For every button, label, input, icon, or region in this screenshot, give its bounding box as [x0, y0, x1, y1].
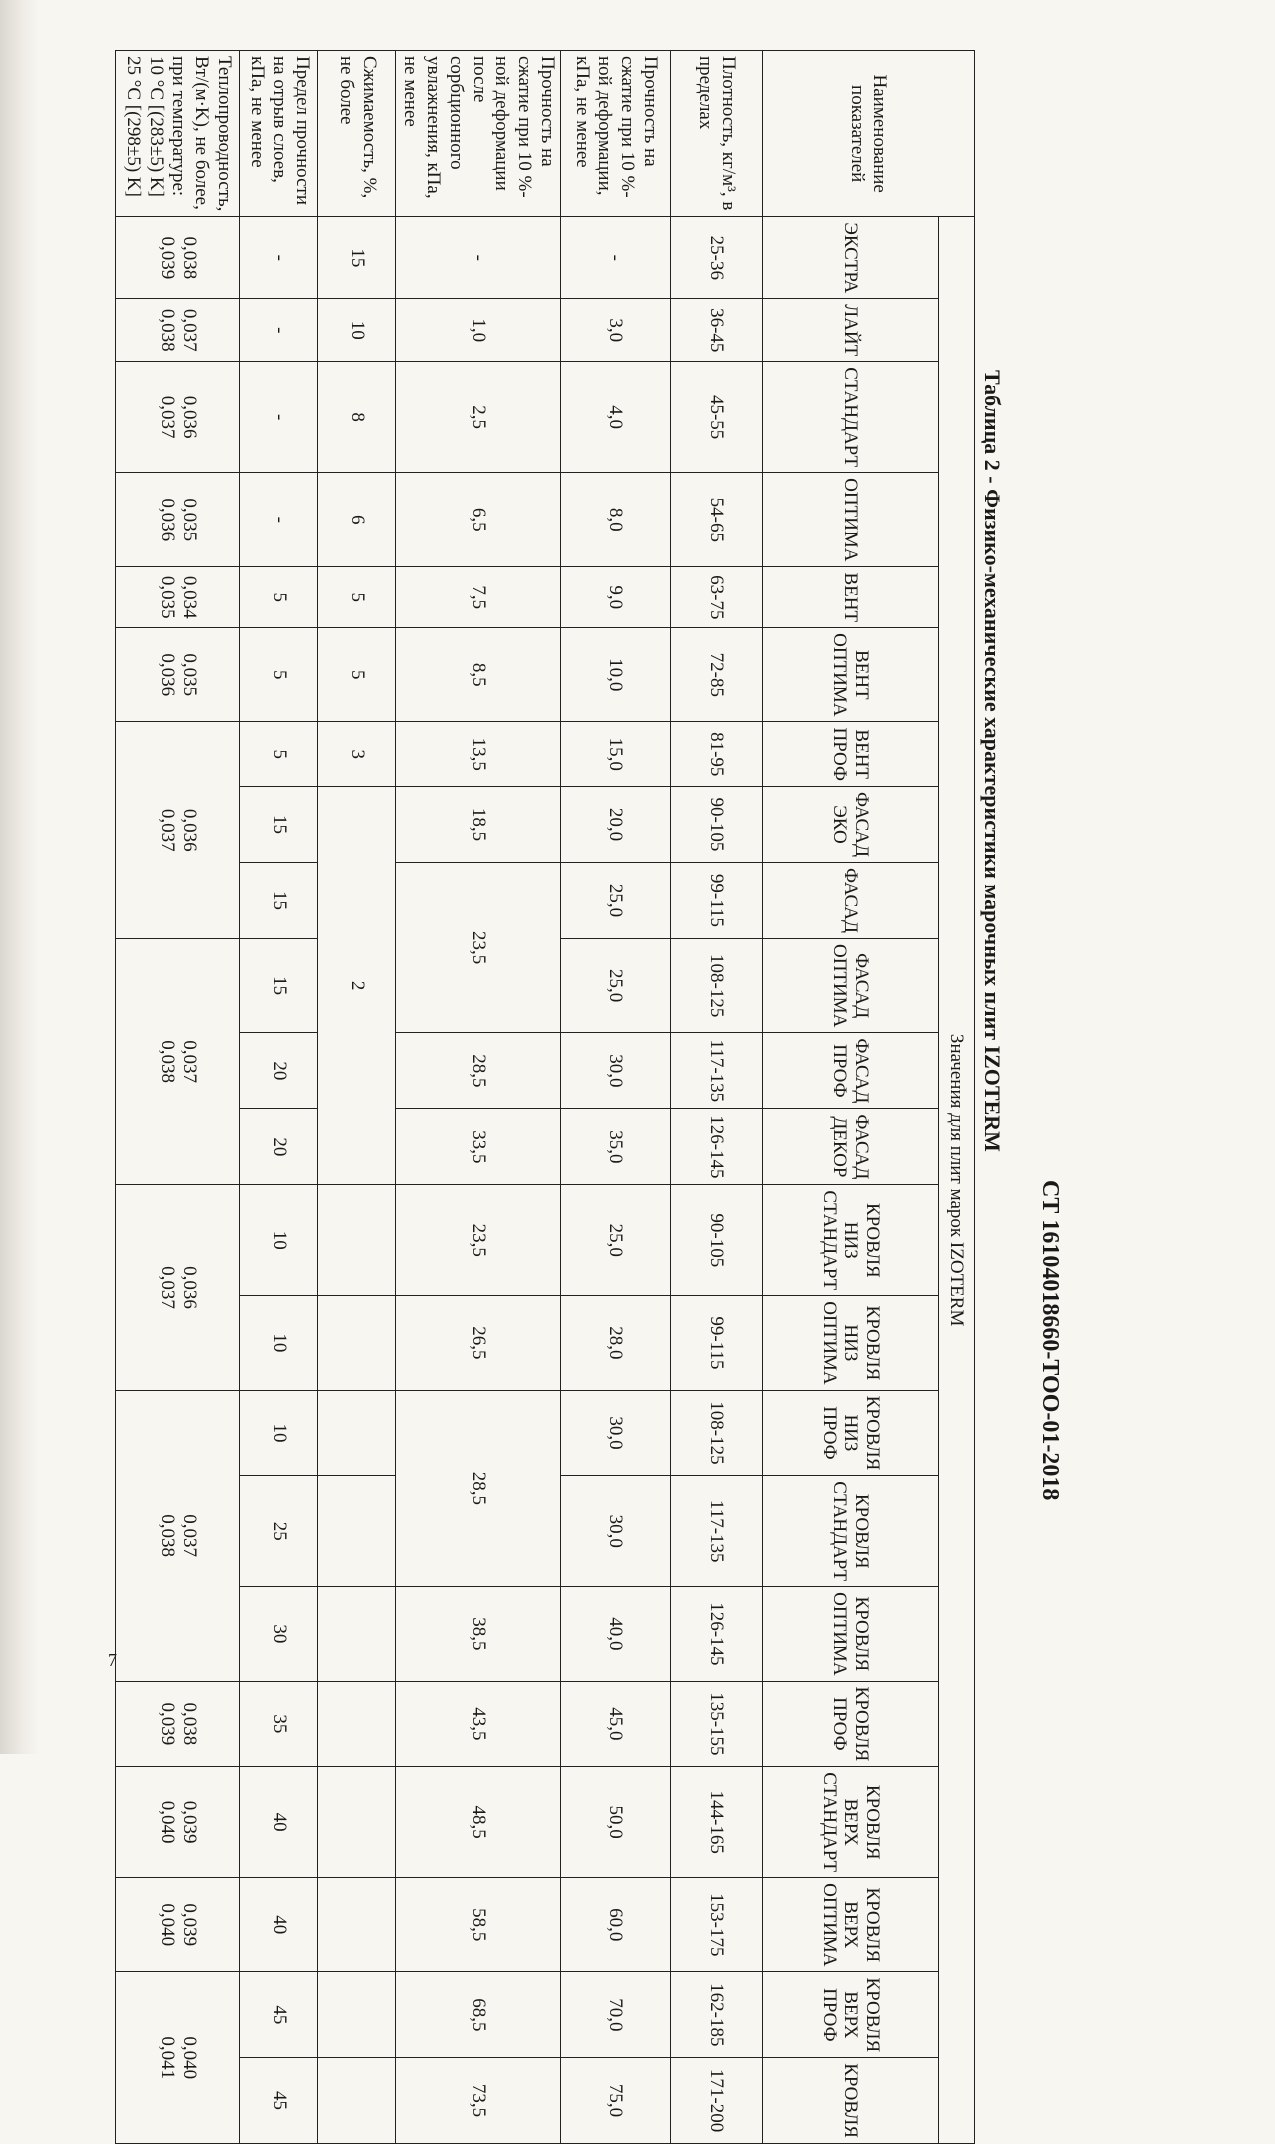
- row-label: Прочность на сжатие при 10 %-ной деформации, кПа, не менее: [561, 51, 671, 217]
- cell: 2: [318, 786, 396, 1184]
- doc-header-rotator: [1036, 1180, 1063, 1500]
- header-label: Наименование показателей: [763, 51, 975, 217]
- cell: 48,5: [396, 1767, 561, 1878]
- brand-header: ВЕНТ: [763, 567, 939, 628]
- thermal-cell: 0,034 0,035: [116, 567, 240, 628]
- thermal-t10-label: 10 °C [(283±5) K]: [145, 56, 167, 197]
- row-label: Плотность, кг/м³, в пределах: [671, 51, 763, 217]
- cell: 3,0: [561, 299, 671, 362]
- thermal-cell: 0,037 0,038: [116, 1390, 240, 1681]
- cell: 5: [318, 628, 396, 722]
- brand-header: ОПТИМА: [763, 473, 939, 567]
- cell: 75,0: [561, 2058, 671, 2144]
- cell: 23,5: [396, 862, 561, 1032]
- cell: 99-115: [671, 1296, 763, 1390]
- cell: 6,5: [396, 473, 561, 567]
- cell: 30,0: [561, 1476, 671, 1587]
- cell: 15,0: [561, 722, 671, 786]
- specs-table: [115, 50, 975, 2144]
- brand-header: ФАСАД ОПТИМА: [763, 938, 939, 1032]
- cell: -: [240, 473, 318, 567]
- thermal-cell: 0,038 0,039: [116, 1681, 240, 1767]
- cell: 20,0: [561, 786, 671, 862]
- cell: [318, 2058, 396, 2144]
- cell: 18,5: [396, 786, 561, 862]
- thermal-cell: 0,037 0,038: [116, 938, 240, 1184]
- row-label: Сжимаемость, %, не более: [318, 51, 396, 217]
- thermal-cell: 0,035 0,036: [116, 628, 240, 722]
- cell: 90-105: [671, 1185, 763, 1296]
- cell: 70,0: [561, 1972, 671, 2058]
- thermal-label: Теплопроводность, Вт/(м·K), не более, при температуре:: [168, 56, 235, 212]
- thermal-cell: 0,038 0,039: [116, 217, 240, 299]
- cell: 35,0: [561, 1109, 671, 1185]
- cell: 10: [240, 1390, 318, 1476]
- cell: 9,0: [561, 567, 671, 628]
- row-compress-wet: [396, 51, 561, 2144]
- cell: 33,5: [396, 1109, 561, 1185]
- brand-header: КРОВЛЯ ВЕРХ СТАНДАРТ: [763, 1767, 939, 1878]
- brand-header: КРОВЛЯ ВЕРХ ПРОФ: [763, 1972, 939, 2058]
- cell: 25: [240, 1476, 318, 1587]
- thermal-cell: 0,035 0,036: [116, 473, 240, 567]
- cell: 162-185: [671, 1972, 763, 2058]
- cell: 10: [318, 299, 396, 362]
- cell: 43,5: [396, 1681, 561, 1767]
- thermal-t25-label: 25 °C [(298±5) K]: [122, 56, 144, 197]
- cell: 60,0: [561, 1878, 671, 1972]
- cell: 144-165: [671, 1767, 763, 1878]
- cell: 25,0: [561, 862, 671, 938]
- cell: 50,0: [561, 1767, 671, 1878]
- cell: 5: [240, 628, 318, 722]
- cell: -: [396, 217, 561, 299]
- cell: 28,5: [396, 1033, 561, 1109]
- brand-header: КРОВЛЯ СТАНДАРТ: [763, 1476, 939, 1587]
- cell: 20: [240, 1109, 318, 1185]
- cell: 45,0: [561, 1681, 671, 1767]
- thermal-cell: 0,036 0,037: [116, 722, 240, 938]
- cell: 10: [240, 1296, 318, 1390]
- cell: 13,5: [396, 722, 561, 786]
- cell: 153-175: [671, 1878, 763, 1972]
- row-compressibility: [318, 51, 396, 2144]
- cell: -: [240, 299, 318, 362]
- cell: 45: [240, 2058, 318, 2144]
- row-thermal: [116, 51, 240, 2144]
- cell: 8: [318, 362, 396, 473]
- brand-header: СТАНДАРТ: [763, 362, 939, 473]
- cell: 45: [240, 1972, 318, 2058]
- cell: 10,0: [561, 628, 671, 722]
- cell: 135-155: [671, 1681, 763, 1767]
- cell: 63-75: [671, 567, 763, 628]
- cell: 99-115: [671, 862, 763, 938]
- cell: 73,5: [396, 2058, 561, 2144]
- brand-header: КРОВЛЯ НИЗ ПРОФ: [763, 1390, 939, 1476]
- cell: 126-145: [671, 1587, 763, 1681]
- cell: -: [240, 362, 318, 473]
- cell: 4,0: [561, 362, 671, 473]
- cell: [318, 1878, 396, 1972]
- row-label: [116, 51, 240, 217]
- cell: 25,0: [561, 1185, 671, 1296]
- cell: 15: [318, 217, 396, 299]
- cell: -: [240, 217, 318, 299]
- brand-header: ЛАЙТ: [763, 299, 939, 362]
- cell: 58,5: [396, 1878, 561, 1972]
- row-label: Прочность на сжатие при 10 %-ной деформации после сорбционного увлажнения, кПа, не менее: [396, 51, 561, 217]
- page-binding-edge: [0, 0, 40, 1754]
- cell: -: [561, 217, 671, 299]
- cell: [318, 1185, 396, 1296]
- cell: [318, 1972, 396, 2058]
- brand-header: ЭКСТРА: [763, 217, 939, 299]
- row-density: [671, 51, 763, 2144]
- cell: 15: [240, 862, 318, 938]
- cell: 6: [318, 473, 396, 567]
- brand-header: ФАСАД ПРОФ: [763, 1033, 939, 1109]
- cell: 108-125: [671, 938, 763, 1032]
- row-compress: [561, 51, 671, 2144]
- cell: 3: [318, 722, 396, 786]
- cell: [318, 1296, 396, 1390]
- cell: 28,0: [561, 1296, 671, 1390]
- cell: 54-65: [671, 473, 763, 567]
- cell: 126-145: [671, 1109, 763, 1185]
- cell: 38,5: [396, 1587, 561, 1681]
- cell: 26,5: [396, 1296, 561, 1390]
- cell: 8,5: [396, 628, 561, 722]
- cell: 40,0: [561, 1587, 671, 1681]
- cell: [318, 1767, 396, 1878]
- brand-header: ФАСАД: [763, 862, 939, 938]
- table-title: Таблица 2 - Физико-механические характеристики марочных плит IZOTERM: [980, 370, 1005, 1152]
- brand-header: ФАСАД ДЕКОР: [763, 1109, 939, 1185]
- brand-header: ФАСАД ЭКО: [763, 786, 939, 862]
- cell: 72-85: [671, 628, 763, 722]
- document-code: СТ 1610401866​0-ТОО-01-2018: [1037, 1180, 1063, 1501]
- cell: 68,5: [396, 1972, 561, 2058]
- cell: 40: [240, 1767, 318, 1878]
- cell: [318, 1587, 396, 1681]
- thermal-cell: 0,036 0,037: [116, 1185, 240, 1390]
- cell: 36-45: [671, 299, 763, 362]
- cell: 8,0: [561, 473, 671, 567]
- brand-header: КРОВЛЯ НИЗ СТАНДАРТ: [763, 1185, 939, 1296]
- cell: [318, 1476, 396, 1587]
- page-number: 7: [108, 1650, 117, 1670]
- title-rotator: [979, 370, 1005, 1152]
- cell: 25,0: [561, 938, 671, 1032]
- brand-header: КРОВЛЯ: [763, 2058, 939, 2144]
- cell: 30,0: [561, 1390, 671, 1476]
- brand-header: ВЕНТ ОПТИМА: [763, 628, 939, 722]
- cell: 23,5: [396, 1185, 561, 1296]
- thermal-cell: 0,037 0,038: [116, 299, 240, 362]
- cell: 81-95: [671, 722, 763, 786]
- brand-header: КРОВЛЯ НИЗ ОПТИМА: [763, 1296, 939, 1390]
- cell: 117-135: [671, 1476, 763, 1587]
- cell: 171-200: [671, 2058, 763, 2144]
- row-delamination: [240, 51, 318, 2144]
- cell: 5: [318, 567, 396, 628]
- row-label: Предел прочности на отрыв слоев, кПа, не менее: [240, 51, 318, 217]
- cell: 5: [240, 722, 318, 786]
- brand-header: КРОВЛЯ ОПТИМА: [763, 1587, 939, 1681]
- cell: 10: [240, 1185, 318, 1296]
- cell: 35: [240, 1681, 318, 1767]
- thermal-cell: 0,039 0,040: [116, 1767, 240, 1878]
- cell: 28,5: [396, 1390, 561, 1587]
- cell: 40: [240, 1878, 318, 1972]
- thermal-cell: 0,036 0,037: [116, 362, 240, 473]
- cell: 117-135: [671, 1033, 763, 1109]
- cell: 5: [240, 567, 318, 628]
- cell: 25-36: [671, 217, 763, 299]
- cell: 15: [240, 786, 318, 862]
- cell: 30: [240, 1587, 318, 1681]
- brand-header: ВЕНТ ПРОФ: [763, 722, 939, 786]
- table-rotator: [115, 50, 975, 2144]
- cell: 20: [240, 1033, 318, 1109]
- brand-header: КРОВЛЯ ВЕРХ ОПТИМА: [763, 1878, 939, 1972]
- cell: 108-125: [671, 1390, 763, 1476]
- cell: 7,5: [396, 567, 561, 628]
- cell: 90-105: [671, 786, 763, 862]
- cell: 15: [240, 938, 318, 1032]
- cell: [318, 1390, 396, 1476]
- cell: 30,0: [561, 1033, 671, 1109]
- thermal-cell: 0,040 0,041: [116, 1972, 240, 2143]
- cell: 45-55: [671, 362, 763, 473]
- subheader: Значения для плит марок IZOTERM: [939, 217, 975, 2144]
- cell: 2,5: [396, 362, 561, 473]
- cell: 1,0: [396, 299, 561, 362]
- thermal-cell: 0,039 0,040: [116, 1878, 240, 1972]
- brand-header: КРОВЛЯ ПРОФ: [763, 1681, 939, 1767]
